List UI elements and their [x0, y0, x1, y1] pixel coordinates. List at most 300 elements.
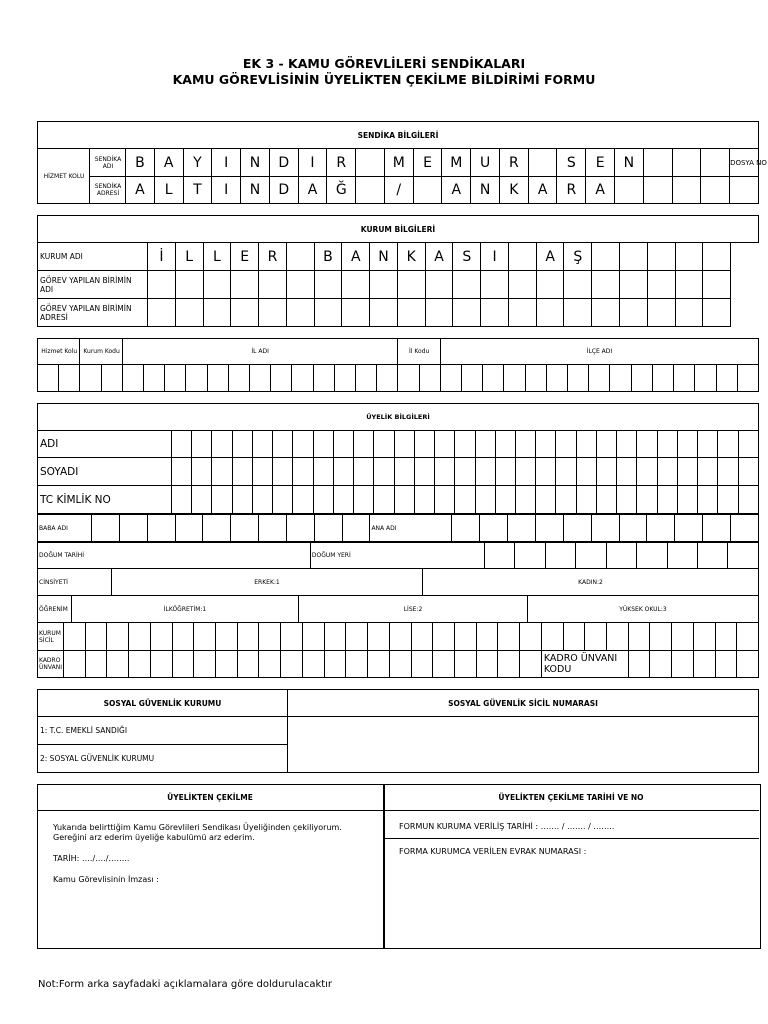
sendika-address-letter-cell[interactable] — [701, 177, 730, 204]
sendika-name-letter-cell[interactable] — [701, 149, 730, 177]
sendika-address-letter-cell[interactable]: A — [528, 177, 557, 204]
verilis-tarihi-line[interactable]: FORMUN KURUMA VERİLİŞ TARİHİ : ……. / ……. / …….. — [399, 822, 615, 831]
kurum-cell[interactable] — [481, 271, 509, 299]
uyelik-cell[interactable] — [232, 486, 252, 514]
evrak-numarasi-line[interactable]: FORMA KURUMCA VERİLEN EVRAK NUMARASI : — [399, 847, 587, 856]
uyelik-cell[interactable] — [232, 431, 252, 458]
uyelik-cell[interactable] — [293, 458, 313, 486]
kod-cell[interactable] — [398, 365, 419, 392]
uyelik-cell[interactable] — [192, 486, 212, 514]
kurum-name-letter-cell[interactable]: A — [536, 243, 564, 271]
kurum-cell[interactable] — [342, 299, 370, 327]
baba-adi-cell[interactable] — [286, 515, 314, 543]
uyelik-cell[interactable] — [354, 458, 374, 486]
kurum-cell[interactable] — [675, 299, 703, 327]
sendika-name-letter-cell[interactable] — [356, 149, 385, 177]
sendika-address-letter-cell[interactable]: N — [241, 177, 270, 204]
baba-adi-cell[interactable] — [203, 515, 231, 543]
kurum-name-letter-cell[interactable] — [286, 243, 314, 271]
dogum-cell[interactable] — [698, 542, 728, 569]
sendika-address-letter-cell[interactable] — [413, 177, 442, 204]
kurum-sicil-cell[interactable] — [259, 623, 281, 651]
kod-cell[interactable] — [38, 365, 59, 392]
kod-cell[interactable] — [59, 365, 80, 392]
sendika-address-letter-cell[interactable]: A — [126, 177, 155, 204]
uyelik-cell[interactable] — [677, 431, 697, 458]
kod-cell[interactable] — [334, 365, 355, 392]
kod-cell[interactable] — [652, 365, 673, 392]
kurum-sicil-cell[interactable] — [541, 623, 563, 651]
sendika-address-letter-cell[interactable] — [643, 177, 672, 204]
kadro-unvani-cell[interactable] — [216, 651, 238, 678]
sendika-name-letter-cell[interactable]: U — [471, 149, 500, 177]
kod-cell[interactable] — [440, 365, 461, 392]
ana-adi-cell[interactable] — [563, 515, 591, 543]
kurum-cell[interactable] — [536, 271, 564, 299]
kurum-sicil-cell[interactable] — [324, 623, 346, 651]
kod-cell[interactable] — [674, 365, 695, 392]
uyelik-cell[interactable] — [556, 486, 576, 514]
uyelik-cell[interactable] — [637, 431, 657, 458]
kurum-cell[interactable] — [647, 299, 675, 327]
ana-adi-cell[interactable] — [730, 515, 758, 543]
uyelik-cell[interactable] — [252, 486, 272, 514]
kurum-name-letter-cell[interactable] — [647, 243, 675, 271]
kod-cell[interactable] — [546, 365, 567, 392]
kod-cell[interactable] — [144, 365, 165, 392]
kurum-cell[interactable] — [592, 299, 620, 327]
kadro-unvani-cell[interactable] — [64, 651, 86, 678]
kurum-cell[interactable] — [620, 271, 648, 299]
uyelik-cell[interactable] — [313, 486, 333, 514]
uyelik-cell[interactable] — [495, 431, 515, 458]
kadro-unvani-kodu-cell[interactable] — [628, 651, 650, 678]
uyelik-cell[interactable] — [212, 486, 232, 514]
uyelik-cell[interactable] — [495, 458, 515, 486]
yuksek-okul-option[interactable]: YÜKSEK OKUL:3 — [528, 596, 759, 623]
kurum-cell[interactable] — [203, 271, 231, 299]
dogum-cell[interactable] — [606, 542, 636, 569]
uyelik-cell[interactable] — [596, 431, 616, 458]
uyelik-cell[interactable] — [718, 486, 738, 514]
sgk-sicil-input[interactable] — [288, 717, 759, 773]
kod-cell[interactable] — [525, 365, 546, 392]
uyelik-cell[interactable] — [698, 458, 718, 486]
ana-adi-cell[interactable] — [591, 515, 619, 543]
kurum-cell[interactable] — [564, 299, 592, 327]
kurum-cell[interactable] — [286, 299, 314, 327]
kadro-unvani-cell[interactable] — [520, 651, 542, 678]
kurum-sicil-cell[interactable] — [628, 623, 650, 651]
baba-adi-cell[interactable] — [175, 515, 203, 543]
sendika-name-letter-cell[interactable]: S — [557, 149, 586, 177]
uyelik-cell[interactable] — [475, 431, 495, 458]
kod-cell[interactable] — [504, 365, 525, 392]
uyelik-cell[interactable] — [718, 431, 738, 458]
kurum-cell[interactable] — [481, 299, 509, 327]
kod-cell[interactable] — [186, 365, 207, 392]
kurum-cell[interactable] — [703, 271, 731, 299]
kadro-unvani-cell[interactable] — [85, 651, 107, 678]
dogum-cell[interactable] — [728, 542, 759, 569]
uyelik-cell[interactable] — [374, 458, 394, 486]
uyelik-cell[interactable] — [252, 431, 272, 458]
uyelik-cell[interactable] — [354, 431, 374, 458]
kurum-name-letter-cell[interactable]: K — [397, 243, 425, 271]
ana-adi-cell[interactable] — [508, 515, 536, 543]
kadro-unvani-cell[interactable] — [107, 651, 129, 678]
kurum-name-letter-cell[interactable]: A — [342, 243, 370, 271]
uyelik-cell[interactable] — [333, 431, 353, 458]
uyelik-cell[interactable] — [273, 458, 293, 486]
kurum-sicil-cell[interactable] — [476, 623, 498, 651]
baba-adi-cell[interactable] — [147, 515, 175, 543]
kurum-cell[interactable] — [148, 299, 176, 327]
imza-label[interactable]: Kamu Görevlisinin İmzası : — [53, 875, 159, 884]
sendika-address-letter-cell[interactable] — [615, 177, 644, 204]
uyelik-cell[interactable] — [172, 486, 192, 514]
sendika-address-letter-cell[interactable]: Ğ — [327, 177, 356, 204]
kurum-cell[interactable] — [703, 299, 731, 327]
sendika-address-letter-cell[interactable]: N — [471, 177, 500, 204]
dogum-cell[interactable] — [515, 542, 545, 569]
uyelik-cell[interactable] — [394, 486, 414, 514]
kurum-sicil-cell[interactable] — [520, 623, 542, 651]
kadro-unvani-cell[interactable] — [454, 651, 476, 678]
kurum-name-letter-cell[interactable] — [675, 243, 703, 271]
kadro-unvani-cell[interactable] — [368, 651, 390, 678]
kurum-sicil-cell[interactable] — [85, 623, 107, 651]
uyelik-cell[interactable] — [617, 486, 637, 514]
kurum-sicil-cell[interactable] — [737, 623, 759, 651]
sendika-address-letter-cell[interactable] — [672, 177, 701, 204]
dogum-cell[interactable] — [576, 542, 606, 569]
kurum-cell[interactable] — [231, 271, 259, 299]
uyelik-cell[interactable] — [374, 431, 394, 458]
kod-cell[interactable] — [80, 365, 101, 392]
uyelik-cell[interactable] — [414, 486, 434, 514]
dogum-cell[interactable] — [545, 542, 575, 569]
kadro-unvani-cell[interactable] — [433, 651, 455, 678]
kadro-unvani-cell[interactable] — [302, 651, 324, 678]
kadro-unvani-kodu-cell[interactable] — [693, 651, 715, 678]
baba-adi-cell[interactable] — [92, 515, 120, 543]
kadro-unvani-cell[interactable] — [237, 651, 259, 678]
kod-cell[interactable] — [165, 365, 186, 392]
kurum-sicil-cell[interactable] — [237, 623, 259, 651]
sendika-name-letter-cell[interactable]: D — [269, 149, 298, 177]
kurum-name-letter-cell[interactable]: L — [175, 243, 203, 271]
kurum-cell[interactable] — [564, 271, 592, 299]
uyelik-cell[interactable] — [576, 486, 596, 514]
ilkogretim-option[interactable]: İLKÖĞRETİM:1 — [72, 596, 299, 623]
kurum-cell[interactable] — [231, 299, 259, 327]
sendika-address-letter-cell[interactable]: A — [586, 177, 615, 204]
kurum-sicil-cell[interactable] — [454, 623, 476, 651]
kod-cell[interactable] — [377, 365, 398, 392]
uyelik-cell[interactable] — [475, 486, 495, 514]
sendika-address-letter-cell[interactable]: A — [442, 177, 471, 204]
uyelik-cell[interactable] — [252, 458, 272, 486]
kurum-cell[interactable] — [397, 299, 425, 327]
kurum-cell[interactable] — [592, 271, 620, 299]
kod-cell[interactable] — [737, 365, 758, 392]
uyelik-cell[interactable] — [293, 431, 313, 458]
kadro-unvani-kodu-cell[interactable] — [672, 651, 694, 678]
kurum-sicil-cell[interactable] — [194, 623, 216, 651]
uyelik-cell[interactable] — [414, 431, 434, 458]
kurum-cell[interactable] — [148, 271, 176, 299]
uyelik-cell[interactable] — [313, 458, 333, 486]
uyelik-cell[interactable] — [738, 486, 758, 514]
uyelik-cell[interactable] — [617, 431, 637, 458]
kurum-sicil-cell[interactable] — [389, 623, 411, 651]
kadro-unvani-kodu-cell[interactable] — [737, 651, 759, 678]
sendika-name-letter-cell[interactable]: I — [212, 149, 241, 177]
kurum-name-letter-cell[interactable] — [592, 243, 620, 271]
dogum-cell[interactable] — [485, 542, 515, 569]
dosya-no-input[interactable] — [730, 177, 759, 204]
kurum-cell[interactable] — [397, 271, 425, 299]
sendika-name-letter-cell[interactable]: M — [384, 149, 413, 177]
kurum-sicil-cell[interactable] — [172, 623, 194, 651]
sendika-address-letter-cell[interactable] — [356, 177, 385, 204]
uyelik-cell[interactable] — [657, 458, 677, 486]
sendika-name-letter-cell[interactable]: N — [241, 149, 270, 177]
sendika-address-letter-cell[interactable]: T — [183, 177, 212, 204]
kurum-name-letter-cell[interactable]: A — [425, 243, 453, 271]
uyelik-cell[interactable] — [172, 458, 192, 486]
sendika-name-letter-cell[interactable]: E — [413, 149, 442, 177]
erkek-option[interactable]: ERKEK:1 — [112, 569, 423, 596]
kod-cell[interactable] — [631, 365, 652, 392]
uyelik-cell[interactable] — [273, 486, 293, 514]
ana-adi-cell[interactable] — [619, 515, 647, 543]
uyelik-cell[interactable] — [617, 458, 637, 486]
kadro-unvani-cell[interactable] — [346, 651, 368, 678]
kurum-cell[interactable] — [342, 271, 370, 299]
kurum-cell[interactable] — [425, 299, 453, 327]
baba-adi-cell[interactable] — [119, 515, 147, 543]
uyelik-cell[interactable] — [293, 486, 313, 514]
kurum-sicil-cell[interactable] — [411, 623, 433, 651]
kurum-cell[interactable] — [259, 271, 287, 299]
kurum-cell[interactable] — [370, 299, 398, 327]
kurum-sicil-cell[interactable] — [64, 623, 86, 651]
uyelik-cell[interactable] — [596, 458, 616, 486]
uyelik-cell[interactable] — [192, 431, 212, 458]
kurum-sicil-cell[interactable] — [150, 623, 172, 651]
kadro-unvani-cell[interactable] — [498, 651, 520, 678]
kadin-option[interactable]: KADIN:2 — [423, 569, 759, 596]
kurum-sicil-cell[interactable] — [606, 623, 628, 651]
uyelik-cell[interactable] — [637, 486, 657, 514]
kod-cell[interactable] — [716, 365, 737, 392]
kurum-cell[interactable] — [314, 299, 342, 327]
kurum-name-letter-cell[interactable] — [620, 243, 648, 271]
sendika-address-letter-cell[interactable]: D — [269, 177, 298, 204]
uyelik-cell[interactable] — [192, 458, 212, 486]
uyelik-cell[interactable] — [677, 458, 697, 486]
kod-cell[interactable] — [228, 365, 249, 392]
uyelik-cell[interactable] — [515, 431, 535, 458]
cekilme-tarih-line[interactable]: TARİH: …./…./…….. — [53, 854, 130, 863]
uyelik-cell[interactable] — [677, 486, 697, 514]
uyelik-cell[interactable] — [698, 486, 718, 514]
ana-adi-cell[interactable] — [703, 515, 731, 543]
kurum-sicil-cell[interactable] — [129, 623, 151, 651]
kod-cell[interactable] — [419, 365, 440, 392]
uyelik-cell[interactable] — [515, 458, 535, 486]
sendika-address-letter-cell[interactable]: K — [499, 177, 528, 204]
kurum-name-letter-cell[interactable]: R — [259, 243, 287, 271]
kod-cell[interactable] — [356, 365, 377, 392]
kod-cell[interactable] — [695, 365, 716, 392]
kadro-unvani-cell[interactable] — [389, 651, 411, 678]
uyelik-cell[interactable] — [596, 486, 616, 514]
ana-adi-cell[interactable] — [452, 515, 480, 543]
kadro-unvani-kodu-cell[interactable] — [650, 651, 672, 678]
uyelik-cell[interactable] — [394, 458, 414, 486]
kod-cell[interactable] — [589, 365, 610, 392]
kurum-name-letter-cell[interactable]: L — [203, 243, 231, 271]
kurum-sicil-cell[interactable] — [498, 623, 520, 651]
kurum-cell[interactable] — [453, 299, 481, 327]
uyelik-cell[interactable] — [576, 458, 596, 486]
uyelik-cell[interactable] — [637, 458, 657, 486]
kod-cell[interactable] — [610, 365, 631, 392]
kurum-name-letter-cell[interactable]: B — [314, 243, 342, 271]
uyelik-cell[interactable] — [556, 431, 576, 458]
kurum-name-letter-cell[interactable]: I — [481, 243, 509, 271]
kurum-sicil-cell[interactable] — [672, 623, 694, 651]
sendika-name-letter-cell[interactable]: E — [586, 149, 615, 177]
uyelik-cell[interactable] — [232, 458, 252, 486]
uyelik-cell[interactable] — [333, 486, 353, 514]
kod-cell[interactable] — [207, 365, 228, 392]
sgk-option-sgk[interactable]: 2: SOSYAL GÜVENLİK KURUMU — [38, 745, 288, 773]
kurum-sicil-cell[interactable] — [715, 623, 737, 651]
uyelik-cell[interactable] — [536, 431, 556, 458]
kurum-cell[interactable] — [425, 271, 453, 299]
kadro-unvani-cell[interactable] — [194, 651, 216, 678]
kurum-cell[interactable] — [175, 271, 203, 299]
uyelik-cell[interactable] — [394, 431, 414, 458]
kurum-sicil-cell[interactable] — [433, 623, 455, 651]
uyelik-cell[interactable] — [455, 431, 475, 458]
sendika-name-letter-cell[interactable]: N — [615, 149, 644, 177]
kod-cell[interactable] — [250, 365, 271, 392]
uyelik-cell[interactable] — [657, 431, 677, 458]
kurum-name-letter-cell[interactable]: İ — [148, 243, 176, 271]
uyelik-cell[interactable] — [475, 458, 495, 486]
kod-cell[interactable] — [483, 365, 504, 392]
kadro-unvani-cell[interactable] — [150, 651, 172, 678]
kurum-cell[interactable] — [203, 299, 231, 327]
kurum-cell[interactable] — [259, 299, 287, 327]
sendika-name-letter-cell[interactable]: B — [126, 149, 155, 177]
kurum-sicil-cell[interactable] — [107, 623, 129, 651]
kurum-name-letter-cell[interactable]: S — [453, 243, 481, 271]
dogum-cell[interactable] — [637, 542, 667, 569]
kurum-cell[interactable] — [536, 299, 564, 327]
kurum-name-letter-cell[interactable]: E — [231, 243, 259, 271]
kurum-cell[interactable] — [620, 299, 648, 327]
uyelik-cell[interactable] — [435, 486, 455, 514]
ana-adi-cell[interactable] — [480, 515, 508, 543]
kod-cell[interactable] — [568, 365, 589, 392]
kurum-sicil-cell[interactable] — [216, 623, 238, 651]
uyelik-cell[interactable] — [698, 431, 718, 458]
uyelik-cell[interactable] — [435, 431, 455, 458]
kurum-cell[interactable] — [453, 271, 481, 299]
kurum-sicil-cell[interactable] — [281, 623, 303, 651]
sendika-name-letter-cell[interactable]: I — [298, 149, 327, 177]
sendika-address-letter-cell[interactable]: / — [384, 177, 413, 204]
kurum-cell[interactable] — [508, 299, 536, 327]
kurum-cell[interactable] — [508, 271, 536, 299]
kadro-unvani-cell[interactable] — [129, 651, 151, 678]
uyelik-cell[interactable] — [212, 431, 232, 458]
uyelik-cell[interactable] — [556, 458, 576, 486]
baba-adi-cell[interactable] — [231, 515, 259, 543]
kurum-name-letter-cell[interactable] — [508, 243, 536, 271]
uyelik-cell[interactable] — [435, 458, 455, 486]
sendika-name-letter-cell[interactable]: R — [499, 149, 528, 177]
kod-cell[interactable] — [292, 365, 313, 392]
uyelik-cell[interactable] — [738, 431, 758, 458]
kurum-sicil-cell[interactable] — [302, 623, 324, 651]
uyelik-cell[interactable] — [455, 486, 475, 514]
uyelik-cell[interactable] — [515, 486, 535, 514]
uyelik-cell[interactable] — [576, 431, 596, 458]
kurum-name-letter-cell[interactable]: Ş — [564, 243, 592, 271]
kod-cell[interactable] — [313, 365, 334, 392]
sendika-name-letter-cell[interactable] — [672, 149, 701, 177]
sendika-name-letter-cell[interactable] — [643, 149, 672, 177]
sendika-name-letter-cell[interactable]: R — [327, 149, 356, 177]
kurum-cell[interactable] — [370, 271, 398, 299]
baba-adi-cell[interactable] — [314, 515, 342, 543]
kod-cell[interactable] — [101, 365, 122, 392]
uyelik-cell[interactable] — [536, 458, 556, 486]
kurum-sicil-cell[interactable] — [346, 623, 368, 651]
kurum-cell[interactable] — [675, 271, 703, 299]
uyelik-cell[interactable] — [738, 458, 758, 486]
kurum-cell[interactable] — [175, 299, 203, 327]
sendika-address-letter-cell[interactable]: L — [154, 177, 183, 204]
ana-adi-cell[interactable] — [647, 515, 675, 543]
uyelik-cell[interactable] — [333, 458, 353, 486]
kadro-unvani-cell[interactable] — [172, 651, 194, 678]
kurum-cell[interactable] — [286, 271, 314, 299]
sendika-name-letter-cell[interactable] — [528, 149, 557, 177]
uyelik-cell[interactable] — [273, 431, 293, 458]
kurum-sicil-cell[interactable] — [585, 623, 607, 651]
kod-cell[interactable] — [122, 365, 143, 392]
kurum-sicil-cell[interactable] — [650, 623, 672, 651]
kadro-unvani-cell[interactable] — [281, 651, 303, 678]
kod-cell[interactable] — [271, 365, 292, 392]
kurum-sicil-cell[interactable] — [563, 623, 585, 651]
uyelik-cell[interactable] — [495, 486, 515, 514]
kurum-cell[interactable] — [314, 271, 342, 299]
ana-adi-cell[interactable] — [535, 515, 563, 543]
kadro-unvani-cell[interactable] — [324, 651, 346, 678]
uyelik-cell[interactable] — [354, 486, 374, 514]
sendika-name-letter-cell[interactable]: M — [442, 149, 471, 177]
sgk-option-emekli-sandigi[interactable]: 1: T.C. EMEKLİ SANDIĞI — [38, 717, 288, 745]
